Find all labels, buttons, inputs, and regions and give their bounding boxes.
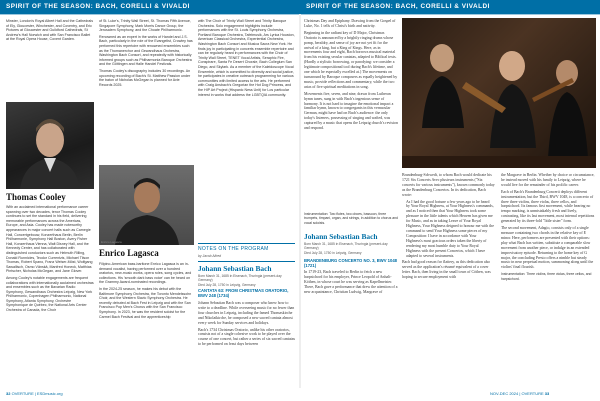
tenor2-name: Enrico Lagasca xyxy=(99,248,159,258)
portrait-image xyxy=(99,165,194,245)
notes-text: Beginning in the radiant key of D Major, Christmas Oratorio is announced by a brightly ringing drums whose pomp, heraldry, and sense of joy are not yet fit for the arrival of a king, but a King of Kings. Here, as in movements four and eight, Bach borrows musical material from his existing secular cantatas, adapted to Biblical texts. (Hardly a stylistic borrowing, or parodying: we consider a legitimate compositional tool during Bach's lifetime, and one which he especially excelled at.) The movements on turnaround by Baroque composers as equally heightened by music, provide reflections and commentary, while the two arias of five spiritual meditations in song. xyxy=(304,30,398,89)
bio-text: Thomas Cooley's discography includes 30 recordings. An upcoming recording of Bach's St. Matthew Passion under the baton of Nicholas McGegan is planned for Avie Records 2025. xyxy=(99,68,191,87)
tenor2-bio-p1: Filipino-American bass-baritone Enrico Lagasca is an in-demand vocalist, having performed over a hundred oratorios, new-music works, opera roles, song cycles, and collections. His 'smooth dark bass voice' can be heard on the Grammy Award-nominated recordings. xyxy=(99,262,192,285)
tenor1-bio-p1: With an acclaimed international performance career spanning over two decades, tenor Thomas Cooley continues to set the standard in his field, delivering memorable performances across the Americas, Europe, and Asia. Cooley has made noteworthy appearances in major concert halls such as Carnegie Hall, Concertgebouw, Konzerthaus Berlin, Berlin Philharmonie, Symphony Hall Boston, Avery Fisher Hall, Konzerthaus Vienna, Walt Disney Hall, and the Kennedy Center, and has collaborated with distinguished conductors such as Helmuth Rilling, Donald Runnicles, Teodor Currentzis, Michael Tilson Thomas, Robert Spano, Franz Welser-Möst, Wolfgang Sawallisch, Osmo Vänskä, Manfred Honeck, Matthias Pintscher, Nicholas McGegan, and Jane Glover. xyxy=(6,205,93,274)
blockquote-text: As I had the good fortune a few years ago to be heard by Your Royal Highness, at Your Highness's commands, and as I noticed then that Your Highness took some pleasure in the little talents which Heaven has given me for Music, and as in taking Leave of Your Royal Highness, Your Highness deigned to honour me with the command to send Your Highness some pieces of my Composition: I have in accordance with Your Highness's most gracious orders taken the liberty of rendering my most humble duty to Your Royal Highness with the present Concertos, which I have adapted to several instruments. xyxy=(406,199,494,258)
tenor2-bio xyxy=(99,262,194,321)
instrumentation-text: Instrumentation: Three violins, three violas, three cellos, and harpsichord. xyxy=(501,272,592,281)
notes-text: Bach's 1734 Christmas Oratorio, unlike his other oratorios, consists not of a single cohesive work to be played over the course of one concert, but rather a series of six sacred cantatas to be performed on feast days between xyxy=(198,327,296,347)
notes-title: NOTES ON THE PROGRAM xyxy=(198,246,269,252)
notes-text: Each of Bach's Brandenburg Concerti deploys different instrumentation, but the Third, BWV 1048, is a concerto of three three violins, three violas, three cellos, and harpsichord. Its famous first movement, while bearing no tempo marking, is unmistakably fresh and lively, contrasting, like its last movement, most internal repetitions generated by its three-fold "little sister" form. xyxy=(501,189,595,224)
notes-column-b xyxy=(304,19,398,133)
page-number: 33 xyxy=(544,391,550,396)
notes-column-a xyxy=(198,301,295,349)
notes-divider xyxy=(198,261,295,262)
composer-name: Johann Sebastian Bach xyxy=(304,232,378,241)
footer-left xyxy=(6,391,63,396)
footer-right xyxy=(490,391,549,396)
page-header-right: SPIRIT OF THE SEASON: BACH, CORELLI & VIVALDI xyxy=(300,0,600,14)
tenor2-bio-p2: In the 2024-25 season, he makes his debut with the Baltimore Symphony Orchestra, the Toronto Mendelssohn Choir, and the Western Slavic Symphony Orchestra. He recently debuted at Bach Fest in Leipzig and with the San Francisco Pop Men's Chorus with the San Francisco Symphony. In 2023, he was the resident soloist for the Carmel Bach Festival and the apprenticeship xyxy=(99,286,192,319)
orchestra-photo xyxy=(402,18,596,168)
notes-divider xyxy=(198,243,295,244)
work-title: CANTATA 63: FROM CHRISTMAS ORATORIO, BWV 248 (1734) xyxy=(198,288,289,298)
portrait-image xyxy=(6,102,94,189)
notes-text: In 1719-23, Bach traveled to Berlin to fetch a new harpsichord for his employer, Prince Leopold of Anhalt-Köthen, in whose court he was serving as Kapellmeister. There, Bach gave a performance that drew the attention of a new acquaintance, Christian Ludwig, Margrave of xyxy=(304,270,398,294)
right-column-1 xyxy=(402,173,496,282)
enrico-lagasca-photo xyxy=(99,165,194,245)
bio-column-3 xyxy=(198,19,295,99)
bio-text: Renowned as an expert in the works of Handel and J.S. Bach, particularly in the role of the Evangelist, Crowley has performed this repertoire with renowned ensembles such as the Thomanerchor and Gewandhaus Orchestra, Washington Bach Consort, and repeatedly with historically informed groups such as Philharmonia Baroque Orchestra and the Göttingen and Halle Handel Festivals. xyxy=(99,34,193,67)
page-number: 32 xyxy=(6,391,11,396)
bio-column-2 xyxy=(99,19,194,89)
work-title: BRANDENBURG CONCERTO NO. 3, BWV 1048 (1721) xyxy=(304,258,397,268)
tenor1-bio-p2: Among Cooley's notable engagements are frequent collaborations with internationally acclaimed orchestras and ensembles such as the Bavarian Radio Symphony, Gewandhaus Orchestra Leipzig, New York Philharmonic, Copenhagen Philharmonic, National Symphony, Atlanta Symphony, Orchestre Symphonique de Québec, the National Arts Center Orchestra of Canada, the Choir xyxy=(6,275,94,313)
page-gutter xyxy=(299,14,301,388)
bio-text: with The Choir of Trinity Wall Street and Trinity Baroque Orchestra. Solo engagement highlights include performances with the St. Louis Symphony Orchestra, Portland Baroque Orchestra, Tafelmusik, Ars Lyrica Houston, American Classical Orchestra, Experiential Orchestra, Washington Bach Consort and Musica Sacra New York. He finds joy in participating in concerts ensemble repertoire and can be regularly heard in performances with the Choir of Trinity Wall Street, TENET Vocal Artists, Seraphic Fire, Conspirare, Santa Fe Desert Chorale, Bach Collegium San Diego, and Skylark. As a member of the Kaleidoscope Vocal Ensemble, which is committed to diversity and social justice, he participates in creative outreach programming for various communities with limited access to the arts. He performed with Craig Ansbach's Gregorian the Hot Dog Princess, and the HIP Art Project (Hispanic Ness Unit) for Los particular interest in works that address the LGBTQIA community. xyxy=(198,19,295,97)
notes-text: The second movement, Adagio, consists only of a single measure containing two chords in the relative key of E minor. Here, performers are presented with their options: play what Bach has written, substitute a comparable slow movement from another piece, or indulge in an extended improvisatory episode. Returning to the home key of G major, the concluding Presto offers a nimble but steady music in near perpetual motion, summoning along until the violins' final flourish. xyxy=(501,226,594,270)
bio-text: Minster, London's Royal Albert Hall and the Cathedrals of Ely, Gloucester, Winchester, and Coventry, and Eric Pictures at Gloucester and Guildford Cathedrals, St Andrew's Hall Norwich and with San Francisco Ballet at the Royal Opera House, Covent Garden. xyxy=(6,19,93,42)
tenor1-bio xyxy=(6,205,94,315)
publication-name: NOV-DEC 2024 | OVERTURE xyxy=(490,391,544,396)
notes-column-b-cont xyxy=(304,270,398,297)
tenor1-name: Thomas Cooley xyxy=(6,192,66,202)
notes-text: Bach had good reason for flattery, as this dedication also served as the application's résumé equivalent of a cover letter. Bach, then living in the small town of Cöthen, was hoping to secure employment with xyxy=(402,260,491,280)
instrumentation-text: Instrumentation: Two flutes, two oboes, bassoon, three trumpets, timpani, organ, and strings, in addition to chorus and vocal soloists. xyxy=(304,212,398,225)
photo-caption: Enrico Lagasca xyxy=(101,240,122,244)
right-column-2 xyxy=(501,173,596,283)
notes-text: the Margrave in Berlin. Whether by choice or circumstance, he instead moved with his family to Leipzig, where he would live for the remainder of his prolific career. xyxy=(501,173,595,187)
notes-text: Movements five, seven, and nine, drawn from Lutheran hymn tunes, sung in with Bach's ingenious sense of harmony. It is not hard to imagine the emotional impact a familiar hymn, known to congregants in this vernacular German, might have had on Bach's audience: the only today's listeners, possessing of singing and wafted, was captured by a music that opens the Leipzig church's revision and respond. xyxy=(304,91,398,131)
publication-name: OVERTURE | ESDmusic.org xyxy=(11,391,63,396)
thomas-cooley-photo xyxy=(6,102,94,189)
notes-text: Christmas Day and Epiphany. Drawing from the Gospel of Luke, No. 1 tells of Christ's birth and nativity. xyxy=(304,19,396,28)
page-header-left: SPIRIT OF THE SEASON: BACH, CORELLI & VIVALDI xyxy=(0,0,300,14)
composer-dates: Born March 31, 1685 in Eisenach, Thuringia (present-day Germany) Died July 28, 1750 in Leipzig, Germany xyxy=(304,242,388,255)
bio-column-1 xyxy=(6,19,94,44)
instrumentation-note xyxy=(304,212,398,225)
notes-text: Johann Sebastian Bach was a composer who knew how to write to a deadline. While overseeing music for no fewer than four churches in Leipzig, including the famed Thomaskirche and Nikolaikirche, he composed a new sacred cantata almost every week for Sunday services and holidays. xyxy=(198,301,295,325)
notes-text: Brandenburg-Schwedt, to whom Bach would dedicate his 1721 Six Concerts Avec plusieurs instruments ("Six concerts for various instruments"), known commonly today as the Brandenburg Concertos. In its dedication, Bach wrote: xyxy=(402,173,495,197)
orchestra-image xyxy=(402,18,596,168)
composer-name: Johann Sebastian Bach xyxy=(198,264,272,273)
notes-byline: by Jacob Allred xyxy=(198,254,222,258)
bio-text: of St. Luke's, Trinity Wall Street, St. Thomas Fifth Avenue, Singapore Symphony, Mark Morris Dance Group, the Jerusalem Symphony, and the Choate Philharmonic. xyxy=(99,19,191,33)
composer-dates: Born March 31, 1685 in Eisenach, Thuringia (present-day Germany) Died July 28, 1750 in Leipzig, Germany xyxy=(198,274,282,287)
